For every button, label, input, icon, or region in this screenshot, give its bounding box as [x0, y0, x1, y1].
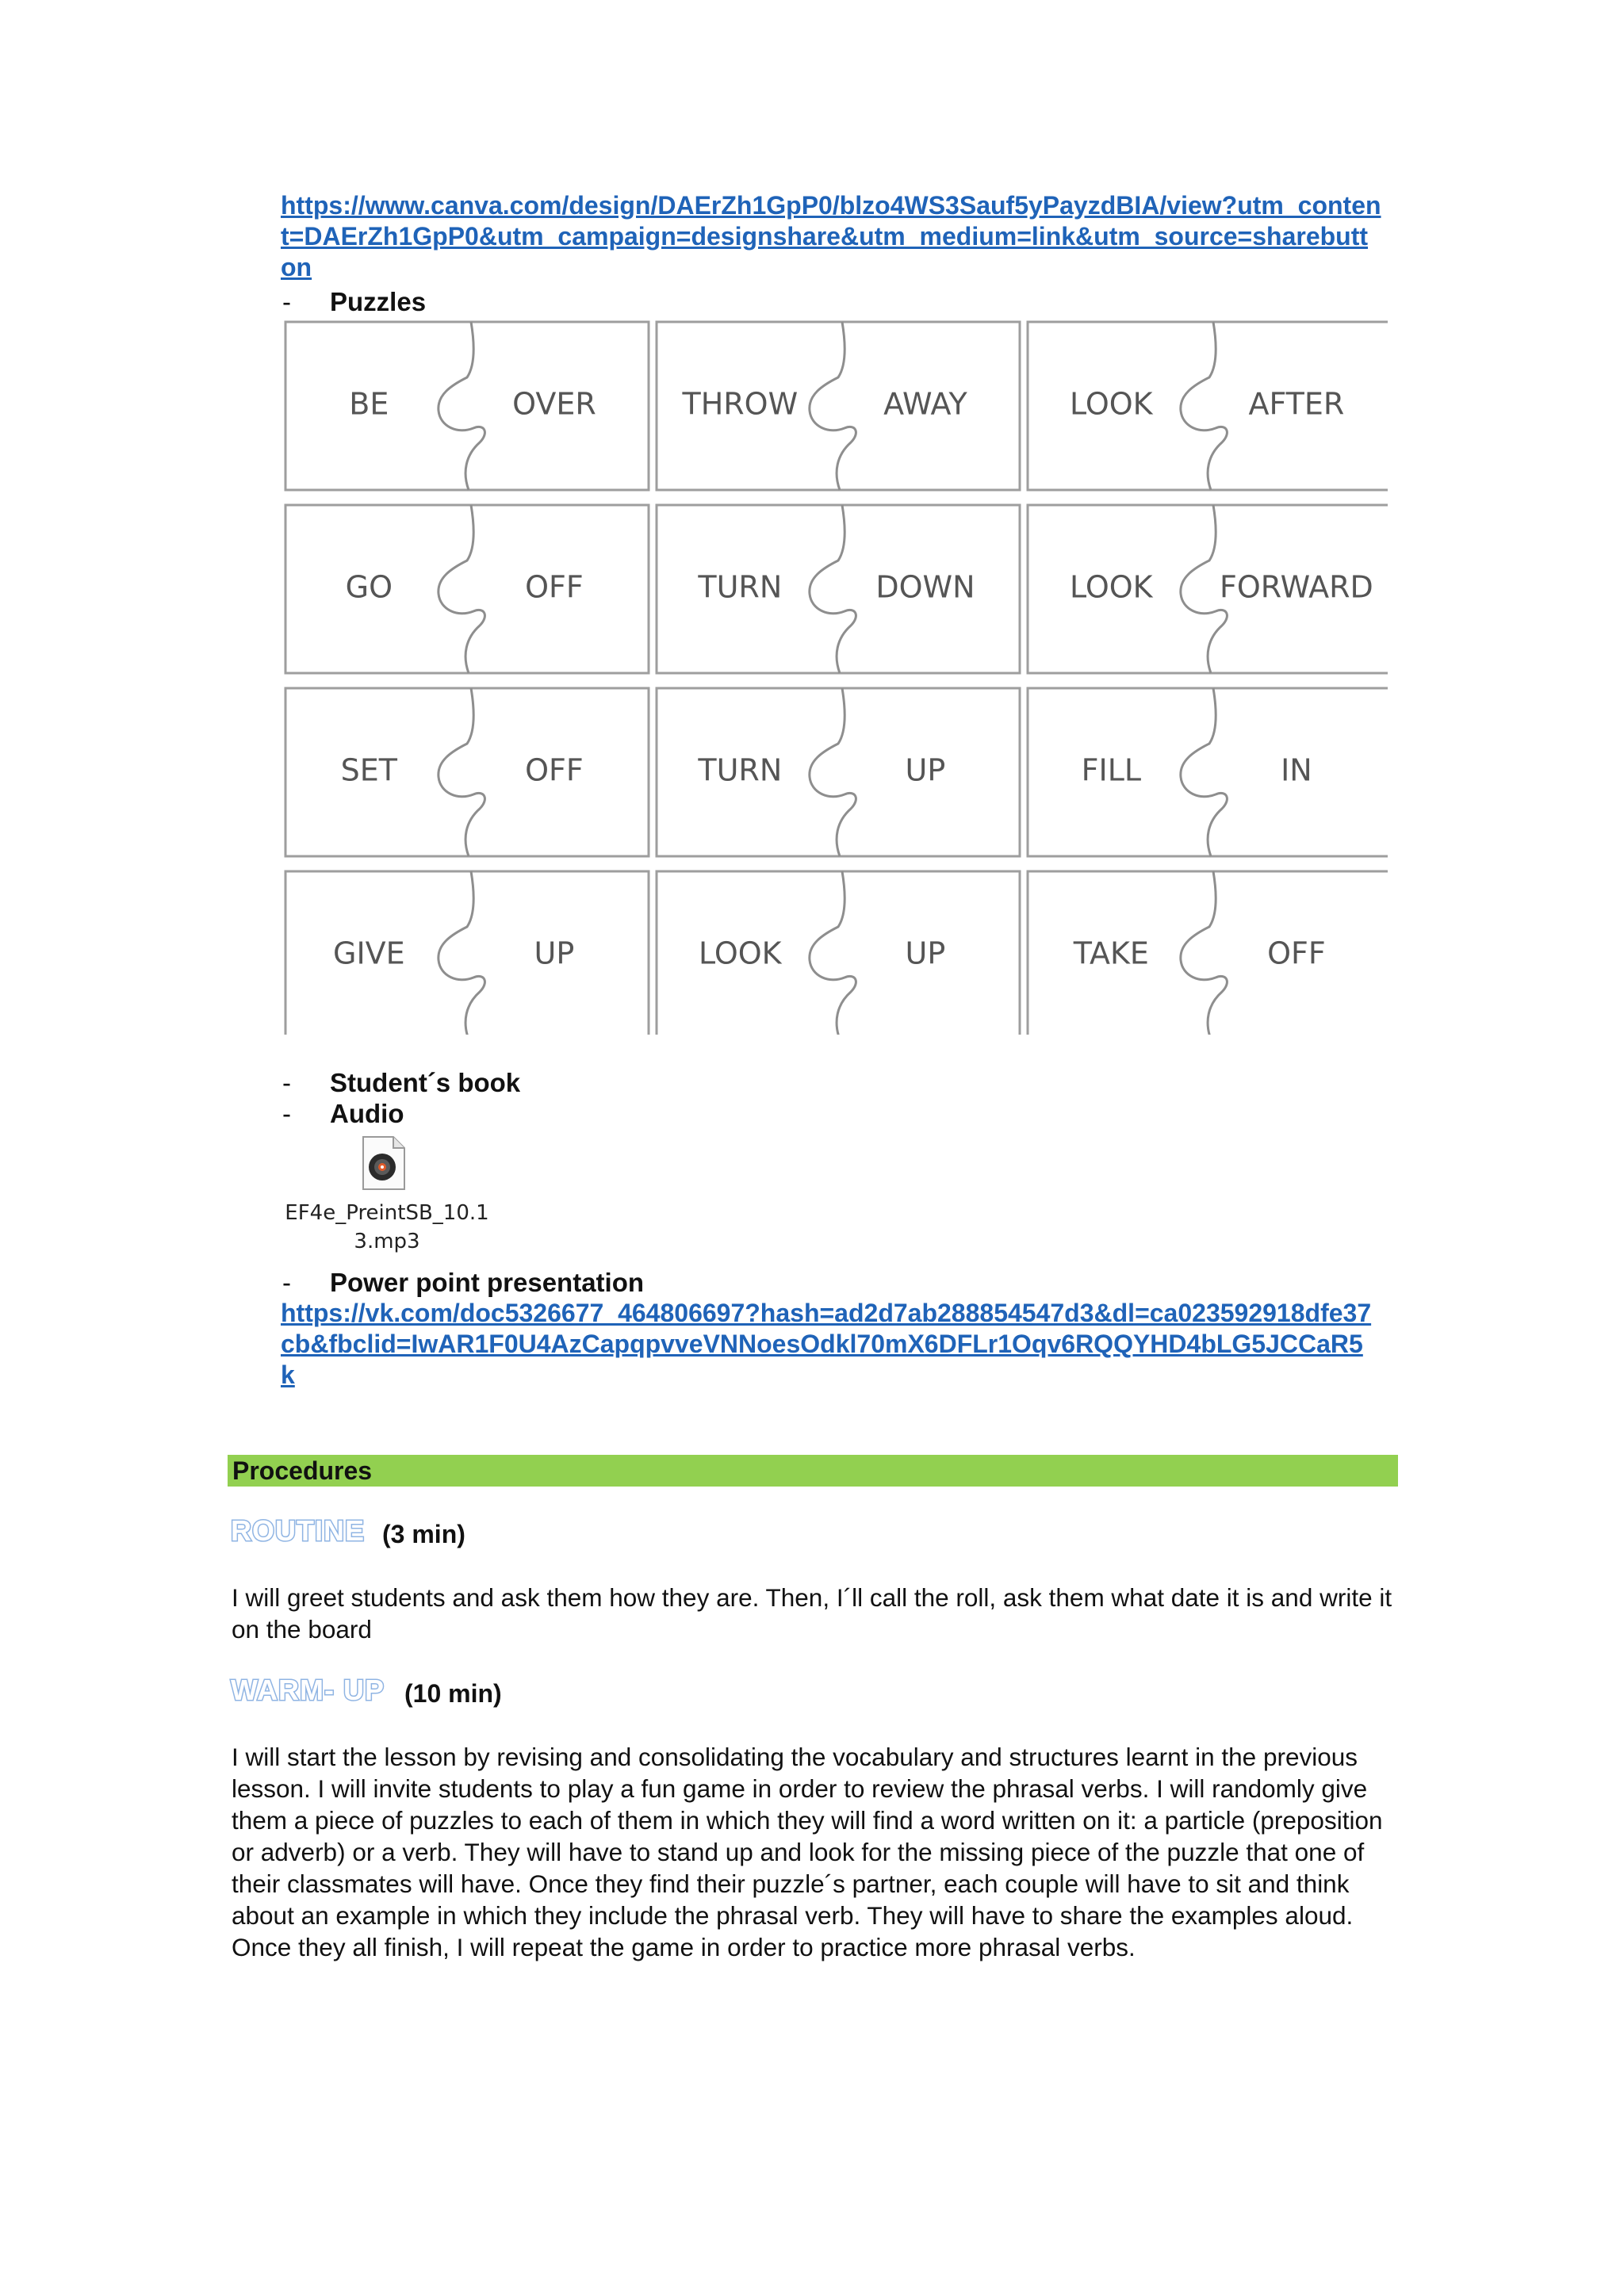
puzzle-verb: BE: [349, 386, 389, 422]
puzzle-particle: OFF: [1267, 936, 1326, 971]
puzzle-piece-look-forward: [1028, 505, 1388, 673]
vk-link[interactable]: https://vk.com/doc5326677_464806697?hash=ad2d7ab288854547d3&dl=ca023592918dfe37cb&fbclid=IwAR1F0U4AzCapqpvveVNNoesOdkl70mX6DFLr1Oqv6RQQYHD4bLG5JCCaR5k: [281, 1299, 1372, 1389]
puzzle-particle: AFTER: [1248, 386, 1345, 422]
bullet-audio: [282, 1098, 404, 1130]
canva-link[interactable]: https://www.canva.com/design/DAErZh1GpP0/blzo4WS3Sauf5yPayzdBIA/view?utm_content=DAErZh1GpP0&utm_campaign=designshare&utm_medium=link&utm_source=sharebutton: [281, 191, 1381, 281]
routine-heading: ROUTINE: [231, 1514, 365, 1547]
puzzle-piece-take-off: [1028, 871, 1388, 1035]
bullet-puzzles-label: Puzzles: [330, 287, 427, 316]
bullet-audio-label: Audio: [330, 1099, 404, 1128]
warmup-time: (10 min): [404, 1679, 502, 1708]
bullet-students-book: [282, 1067, 520, 1099]
bullet-dash: -: [282, 287, 291, 316]
puzzle-piece-turn-up: [657, 688, 1020, 856]
puzzle-particle: OFF: [525, 752, 584, 788]
puzzle-verb: GO: [345, 569, 393, 605]
bullet-powerpoint: [282, 1267, 644, 1299]
puzzle-piece-fill-in: [1028, 688, 1388, 856]
puzzle-particle: FORWARD: [1220, 569, 1373, 605]
audio-file-name[interactable]: [284, 1199, 490, 1256]
bullet-dash: -: [282, 1268, 291, 1297]
puzzle-piece-look-after: [1028, 322, 1388, 490]
puzzle-piece-look-up: [657, 871, 1020, 1035]
puzzle-particle: UP: [905, 752, 946, 788]
routine-time: (3 min): [382, 1520, 465, 1548]
bullet-dash: -: [282, 1099, 291, 1128]
bullet-students-book-label: Student´s book: [330, 1068, 521, 1097]
phrasal-verb-puzzle-image: [281, 317, 1388, 1035]
puzzle-piece-be-over: [285, 322, 649, 490]
warmup-heading: WARM- UP: [231, 1674, 385, 1706]
puzzle-particle: AWAY: [883, 386, 967, 422]
bullet-powerpoint-label: Power point presentation: [330, 1268, 645, 1297]
puzzle-verb: THROW: [682, 386, 799, 422]
puzzle-particle: UP: [534, 936, 575, 971]
puzzle-verb: LOOK: [699, 936, 782, 971]
puzzle-verb: LOOK: [1070, 386, 1153, 422]
puzzle-particle: OFF: [525, 569, 584, 605]
puzzle-verb: GIVE: [333, 936, 405, 971]
puzzle-particle: OVER: [512, 386, 596, 422]
bullet-puzzles: [282, 286, 426, 318]
puzzle-piece-set-off: [285, 688, 649, 856]
puzzle-particle: DOWN: [875, 569, 975, 605]
puzzle-piece-throw-away: [657, 322, 1020, 490]
puzzle-verb: LOOK: [1070, 569, 1153, 605]
puzzle-verb: TURN: [698, 569, 783, 605]
routine-text: I will greet students and ask them how they are. Then, I´ll call the roll, ask them what date it is and write it on the board: [232, 1583, 1392, 1644]
audio-file-name-line1: EF4e_PreintSB_10.1: [285, 1201, 489, 1225]
audio-file-name-line2: 3.mp3: [354, 1230, 420, 1253]
puzzle-verb: TURN: [698, 752, 783, 788]
warmup-text: I will start the lesson by revising and consolidating the vocabulary and structures learnt in the previous lesson. I will invite students to play a fun game in order to review the phrasal verbs. I will randomly give them a piece of puzzles to each of them in which they will find a word written on it: a particle (preposition or adverb) or a verb. They will have to stand up and look for the missing piece of the puzzle that one of their classmates will have. Once they find their puzzle´s partner, each couple will have to sit and think about an example in which they include the phrasal verb. They will have to share the examples aloud. Once they all finish, I will repeat the game in order to practice more phrasal verbs.: [232, 1743, 1383, 1961]
audio-file-icon[interactable]: [362, 1135, 406, 1191]
puzzle-verb: TAKE: [1073, 936, 1149, 971]
puzzle-piece-turn-down: [657, 505, 1020, 673]
puzzle-piece-go-off: [285, 505, 649, 673]
puzzle-verb: FILL: [1081, 752, 1142, 788]
puzzle-verb: SET: [340, 752, 398, 788]
puzzle-particle: UP: [905, 936, 946, 971]
bullet-dash: -: [282, 1068, 291, 1097]
puzzle-particle: IN: [1281, 752, 1312, 788]
puzzle-piece-give-up: [285, 871, 649, 1035]
procedures-title: Procedures: [232, 1456, 373, 1485]
procedures-header-bar: [228, 1455, 1398, 1487]
